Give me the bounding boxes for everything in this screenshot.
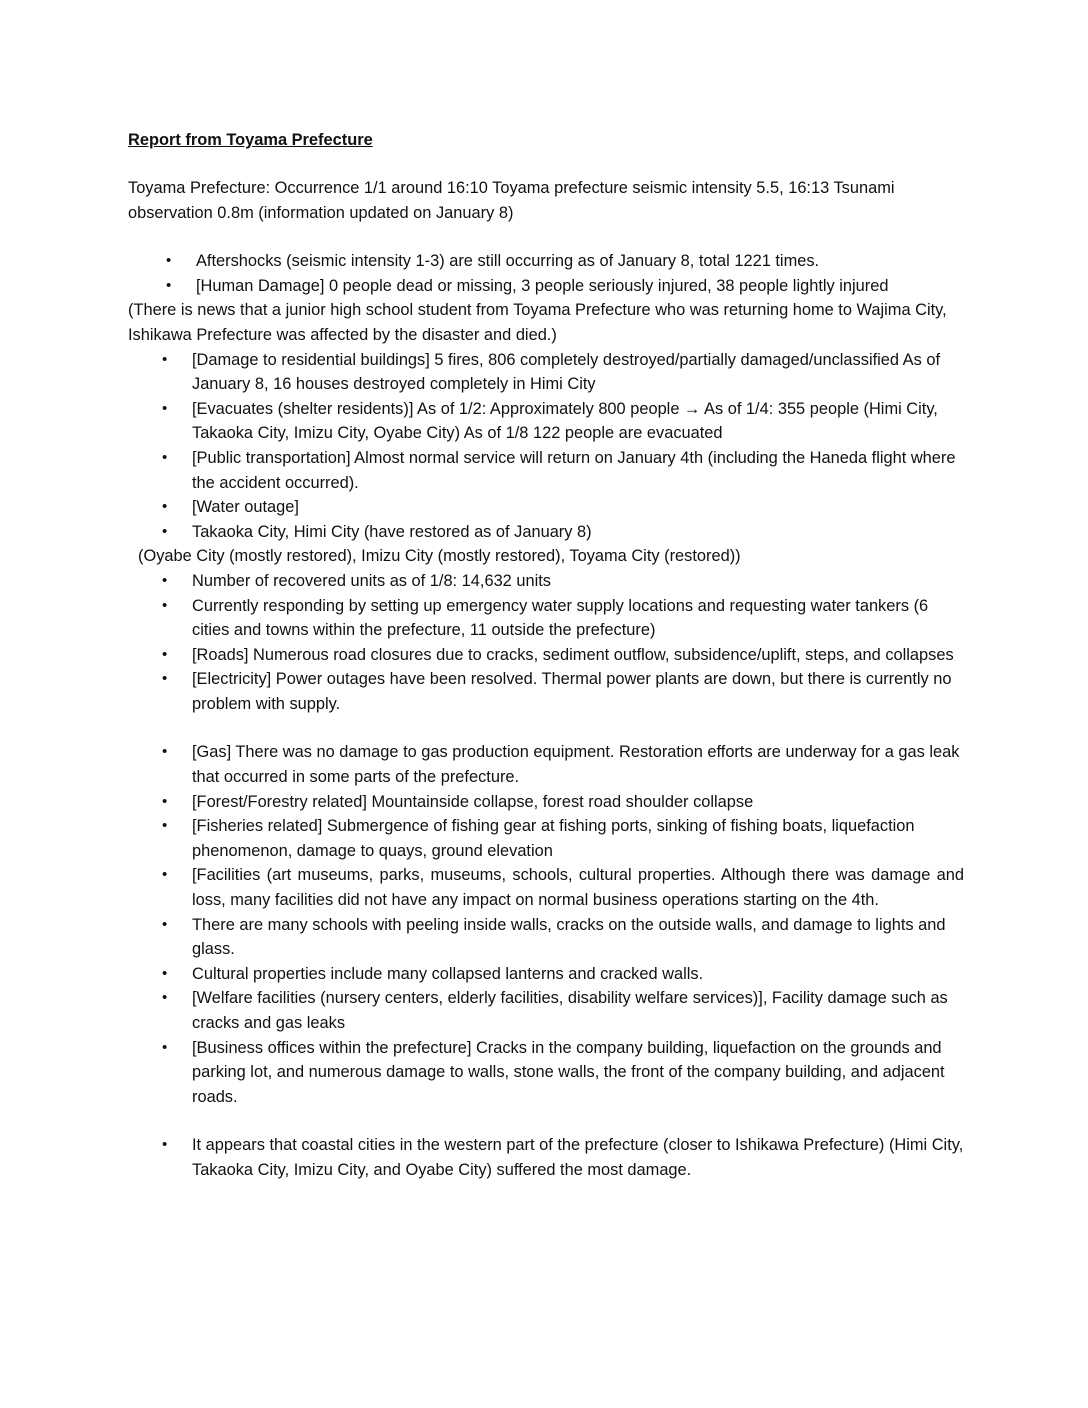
list-item-text: [Facilities (art museums, parks, museums, schools, cultural properties. Although there was damage and loss, many facilities did not have any impact on normal business operations starting on the 4th. bbox=[192, 866, 964, 910]
list-item-text: [Gas] There was no damage to gas production equipment. Restoration efforts are underway for a gas leak that occurred in some parts of the prefecture. bbox=[192, 743, 960, 787]
list-item-text: [Business offices within the prefecture] Cracks in the company building, liquefaction on the grounds and parking lot, and numerous damage to walls, stone walls, the front of the company building, and adjacent roads. bbox=[192, 1038, 945, 1106]
list-item bbox=[128, 274, 964, 299]
list-item bbox=[128, 495, 964, 520]
bullet-icon: • bbox=[162, 1038, 168, 1056]
list-item-text: [Evacuates (shelter residents)] As of 1/2: Approximately 800 people → As of 1/4: 355 people (Himi City, Takaoka City, Imizu City, Oyabe City) As of 1/8 122 people are evacuated bbox=[192, 399, 938, 443]
bullet-icon: • bbox=[162, 522, 168, 540]
bullet-icon: • bbox=[162, 1136, 168, 1154]
list-item bbox=[128, 397, 964, 446]
bullet-icon: • bbox=[162, 498, 168, 516]
list-item bbox=[128, 520, 964, 545]
bullet-icon: • bbox=[162, 670, 168, 688]
list-item bbox=[128, 446, 964, 495]
list-item-text: There are many schools with peeling inside walls, cracks on the outside walls, and damage to lights and glass. bbox=[192, 915, 946, 959]
list-item bbox=[128, 863, 964, 912]
list-item bbox=[128, 643, 964, 668]
list-item-text: Aftershocks (seismic intensity 1-3) are still occurring as of January 8, total 1221 times. bbox=[196, 252, 820, 271]
list-item bbox=[128, 790, 964, 815]
bullet-icon: • bbox=[162, 645, 168, 663]
list-item-text: Currently responding by setting up emergency water supply locations and requesting water tankers (6 cities and towns within the prefecture, 11 outside the prefecture) bbox=[192, 596, 929, 640]
list-item-text: [Water outage] bbox=[192, 498, 299, 517]
bullet-icon: • bbox=[162, 399, 168, 417]
bullet-icon: • bbox=[162, 571, 168, 589]
bullet-icon: • bbox=[162, 792, 168, 810]
bullet-icon: • bbox=[162, 743, 168, 761]
bullet-icon: • bbox=[162, 596, 168, 614]
list-item bbox=[128, 1133, 964, 1182]
bullet-icon: • bbox=[162, 350, 168, 368]
bullet-icon: • bbox=[162, 915, 168, 933]
list-item bbox=[128, 1036, 964, 1110]
bullet-icon: • bbox=[162, 989, 168, 1007]
list-item bbox=[128, 348, 964, 397]
list-item bbox=[128, 740, 964, 789]
list-item-text: [Roads] Numerous road closures due to cracks, sediment outflow, subsidence/uplift, steps, and collapses bbox=[192, 645, 954, 664]
list-item bbox=[128, 986, 964, 1035]
bullet-icon: • bbox=[162, 866, 168, 884]
list-item bbox=[128, 569, 964, 594]
bullet-icon: • bbox=[162, 964, 168, 982]
bullet-icon: • bbox=[162, 817, 168, 835]
list-item-text: Cultural properties include many collapsed lanterns and cracked walls. bbox=[192, 964, 704, 983]
list-item-text: [Fisheries related] Submergence of fishing gear at fishing ports, sinking of fishing boats, liquefaction phenomenon, damage to quays, ground elevation bbox=[192, 817, 915, 860]
list-item-text: [Damage to residential buildings] 5 fires, 806 completely destroyed/partially damaged/unclassified As of January 8, 16 houses destroyed completely in Himi City bbox=[192, 350, 941, 394]
list-item-text: Number of recovered units as of 1/8: 14,632 units bbox=[192, 571, 551, 590]
intro-paragraph: Toyama Prefecture: Occurrence 1/1 around 16:10 Toyama prefecture seismic intensity 5.5, 16:13 Tsunami observation 0.8m (information updated on January 8) bbox=[128, 179, 895, 222]
bullet-icon: • bbox=[166, 252, 172, 270]
report-title: Report from Toyama Prefecture bbox=[128, 131, 373, 149]
list-item-text: [Human Damage] 0 people dead or missing, 3 people seriously injured, 38 people lightly injured bbox=[196, 276, 889, 295]
list-item-text: [Public transportation] Almost normal service will return on January 4th (including the Haneda flight where the accident occurred). bbox=[192, 448, 956, 492]
list-item-text: [Forest/Forestry related] Mountainside collapse, forest road shoulder collapse bbox=[192, 792, 754, 811]
list-item-text: Takaoka City, Himi City (have restored as of January 8) bbox=[192, 522, 592, 541]
bullet-icon: • bbox=[166, 276, 172, 294]
list-item bbox=[128, 249, 964, 274]
note-paragraph: (Oyabe City (mostly restored), Imizu City (mostly restored), Toyama City (restored)) bbox=[138, 547, 741, 566]
note-paragraph: (There is news that a junior high school student from Toyama Prefecture who was returning home to Wajima City, Ishikawa Prefecture was affected by the disaster and died.) bbox=[128, 301, 947, 344]
list-item bbox=[128, 594, 964, 643]
list-item-text: It appears that coastal cities in the western part of the prefecture (closer to Ishikawa Prefecture) (Himi City, Takaoka City, Imizu City, and Oyabe City) suffered the most damage. bbox=[192, 1136, 964, 1179]
list-item bbox=[128, 667, 964, 716]
list-item-text: [Welfare facilities (nursery centers, elderly facilities, disability welfare services)], Facility damage such as cracks and gas leaks bbox=[192, 989, 948, 1032]
list-item bbox=[128, 962, 964, 987]
list-item bbox=[128, 814, 964, 863]
bullet-icon: • bbox=[162, 448, 168, 466]
list-item bbox=[128, 913, 964, 962]
document-page bbox=[128, 128, 964, 1183]
list-item-text: [Electricity] Power outages have been resolved. Thermal power plants are down, but there is currently no problem with supply. bbox=[192, 670, 952, 713]
